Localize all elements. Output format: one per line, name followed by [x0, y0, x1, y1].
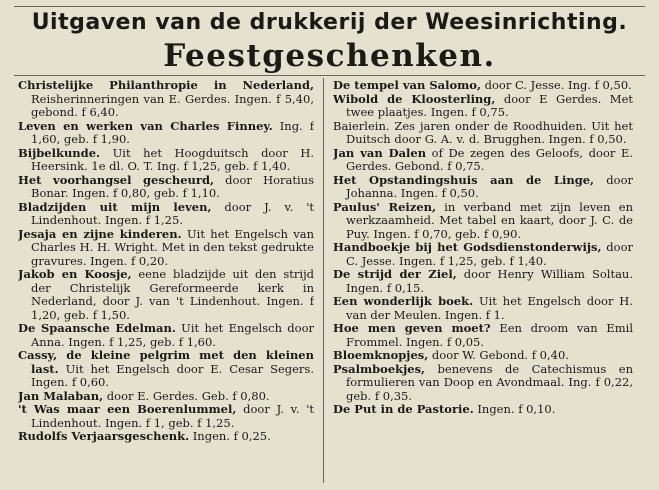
book-title: Jesaja en zijne kinderen. [18, 226, 182, 241]
book-title: De strijd der Ziel, [333, 267, 457, 281]
book-title: Bloemknopjes, [333, 348, 429, 362]
book-details: door E. Gerdes. Geb. f 0,80. [103, 388, 270, 403]
book-entry [333, 93, 633, 120]
book-entry [18, 322, 314, 349]
book-title: Cassy, de kleine pelgrim met den kleinen last. [18, 348, 314, 376]
book-details: Uit het Engelsch van Charles H. H. Wright. Met in den tekst gedrukte gravures. Ingen. f 0,20. [31, 226, 314, 268]
book-details: Een droom van Emil Frommel. Ingen. f 0,05. [346, 321, 633, 349]
book-title: Het Opstandingshuis aan de Linge, [333, 172, 595, 187]
book-entry [333, 174, 633, 201]
column-divider [323, 78, 324, 483]
book-details: door E Gerdes. Met twee plaatjes. Ingen. f 0,75. [346, 91, 633, 119]
book-entry [333, 403, 633, 417]
publisher-masthead: Uitgaven van de drukkerij der Weesinrichting. [31, 10, 628, 35]
book-title: Psalmboekjes, [333, 361, 426, 376]
book-title: Een wonderlijk boek. [333, 294, 474, 308]
book-entry [333, 268, 633, 295]
book-details: Baierlein. Zes jaren onder de Roodhuiden. Uit het Duitsch door G. A. v. d. Brugghen. Ingen. f 0,50. [333, 118, 633, 146]
book-details: eene bladzijde uit den strijd der Christelijk Gereformeerde kerk in Nederland, door J. van 't Lindenhout. Ingen. f 1,20, geb. f 1,50. [31, 267, 314, 322]
book-details: of De zegen des Geloofs, door E. Gerdes. Gebond. f 0,75. [346, 145, 633, 173]
book-title: Jakob en Koosje, [18, 267, 132, 281]
book-title: Jan van Dalen [333, 145, 427, 160]
book-title: Hoe men geven moet? [333, 321, 491, 335]
book-details: door C. Jesse. Ing. f 0,50. [480, 79, 632, 92]
book-entry [18, 268, 314, 322]
book-title: Wibold de Kloosterling, [333, 91, 496, 106]
book-title: De tempel van Salomo, [333, 79, 481, 92]
book-title: Jan Malaban, [18, 388, 104, 403]
book-entry [18, 174, 314, 201]
book-entry [333, 120, 633, 147]
book-entry [18, 147, 314, 174]
book-entry [18, 79, 314, 120]
book-title: Handboekje bij het Godsdienstonderwijs, [333, 240, 602, 254]
book-entry [333, 349, 633, 363]
book-title: Christelijke Philanthropie in Nederland, [18, 79, 314, 92]
book-title: 't Was maar een Boerenlummel, [18, 402, 237, 416]
book-details: Reisherinneringen van E. Gerdes. Ingen. f 5,40, gebond. f 6,40. [31, 91, 314, 119]
book-entry [333, 363, 633, 404]
book-details: door Henry William Soltau. Ingen. f 0,15. [346, 267, 633, 295]
book-details: Ing. f 1,60, geb. f 1,90. [31, 118, 314, 146]
book-entry [18, 403, 314, 430]
book-details: door J. v. 't Lindenhout. Ingen. f 1,25. [31, 199, 314, 227]
book-entry [333, 147, 633, 174]
book-entry [18, 390, 314, 404]
book-details: door J. v. 't Lindenhout. Ingen. f 1, geb. f 1,25. [31, 402, 314, 430]
section-heading: Feestgeschenken. [163, 38, 496, 74]
book-entry [18, 201, 314, 228]
book-title: Leven en werken van Charles Finney. [18, 118, 273, 133]
book-title: Het voorhangsel gescheurd, [18, 172, 214, 187]
book-details: Ingen. f 0,10. [473, 402, 556, 416]
book-title: Rudolfs Verjaarsgeschenk. [18, 429, 190, 443]
book-details: Uit het Engelsch door E. Cesar Segers. Ingen. f 0,60. [31, 361, 314, 389]
book-entry [333, 79, 633, 93]
book-details: door Johanna. Ingen. f 0,50. [346, 172, 633, 200]
book-title: De Spaansche Edelman. [18, 321, 176, 335]
left-column [18, 79, 314, 484]
book-details: door Horatius Bonar. Ingen. f 0,80, geb. f 1,10. [31, 172, 314, 200]
book-details: Ingen. f 0,25. [189, 429, 271, 443]
book-details: Uit het Engelsch door Anna. Ingen. f 1,25, geb. f 1,60. [31, 321, 314, 349]
book-entry [333, 241, 633, 268]
book-title: De Put in de Pastorie. [333, 402, 474, 416]
book-details: in verband met zijn leven en werkzaamheid. Met tabel en kaart, door J. C. de Puy. Ingen. f 0,70, geb. f 0,90. [346, 199, 633, 241]
book-details: door W. Gebond. f 0,40. [428, 348, 569, 362]
book-entry [18, 228, 314, 269]
book-details: Uit het Engelsch door H. van der Meulen. Ingen. f 1. [346, 294, 633, 322]
book-details: benevens de Catechismus en formulieren van Doop en Avondmaal. Ing. f 0,22, geb. f 0,35. [346, 361, 633, 403]
top-rule [14, 6, 645, 7]
book-entry [18, 430, 314, 444]
book-title: Bijbelkunde. [18, 145, 101, 160]
book-entry [333, 295, 633, 322]
heading-rule [14, 75, 645, 76]
right-column [333, 79, 633, 484]
book-details: door C. Jesse. Ingen. f 1,25, geb. f 1,40. [346, 240, 633, 268]
book-entry [18, 120, 314, 147]
book-title: Bladzijden uit mijn leven, [18, 199, 212, 214]
book-title: Paulus' Reizen, [333, 199, 436, 214]
book-details: Uit het Hoogduitsch door H. Heersink. 1e dl. O. T. Ing. f 1,25, geb. f 1,40. [31, 145, 314, 173]
book-entry [18, 349, 314, 390]
book-entry [333, 201, 633, 242]
book-entry [333, 322, 633, 349]
